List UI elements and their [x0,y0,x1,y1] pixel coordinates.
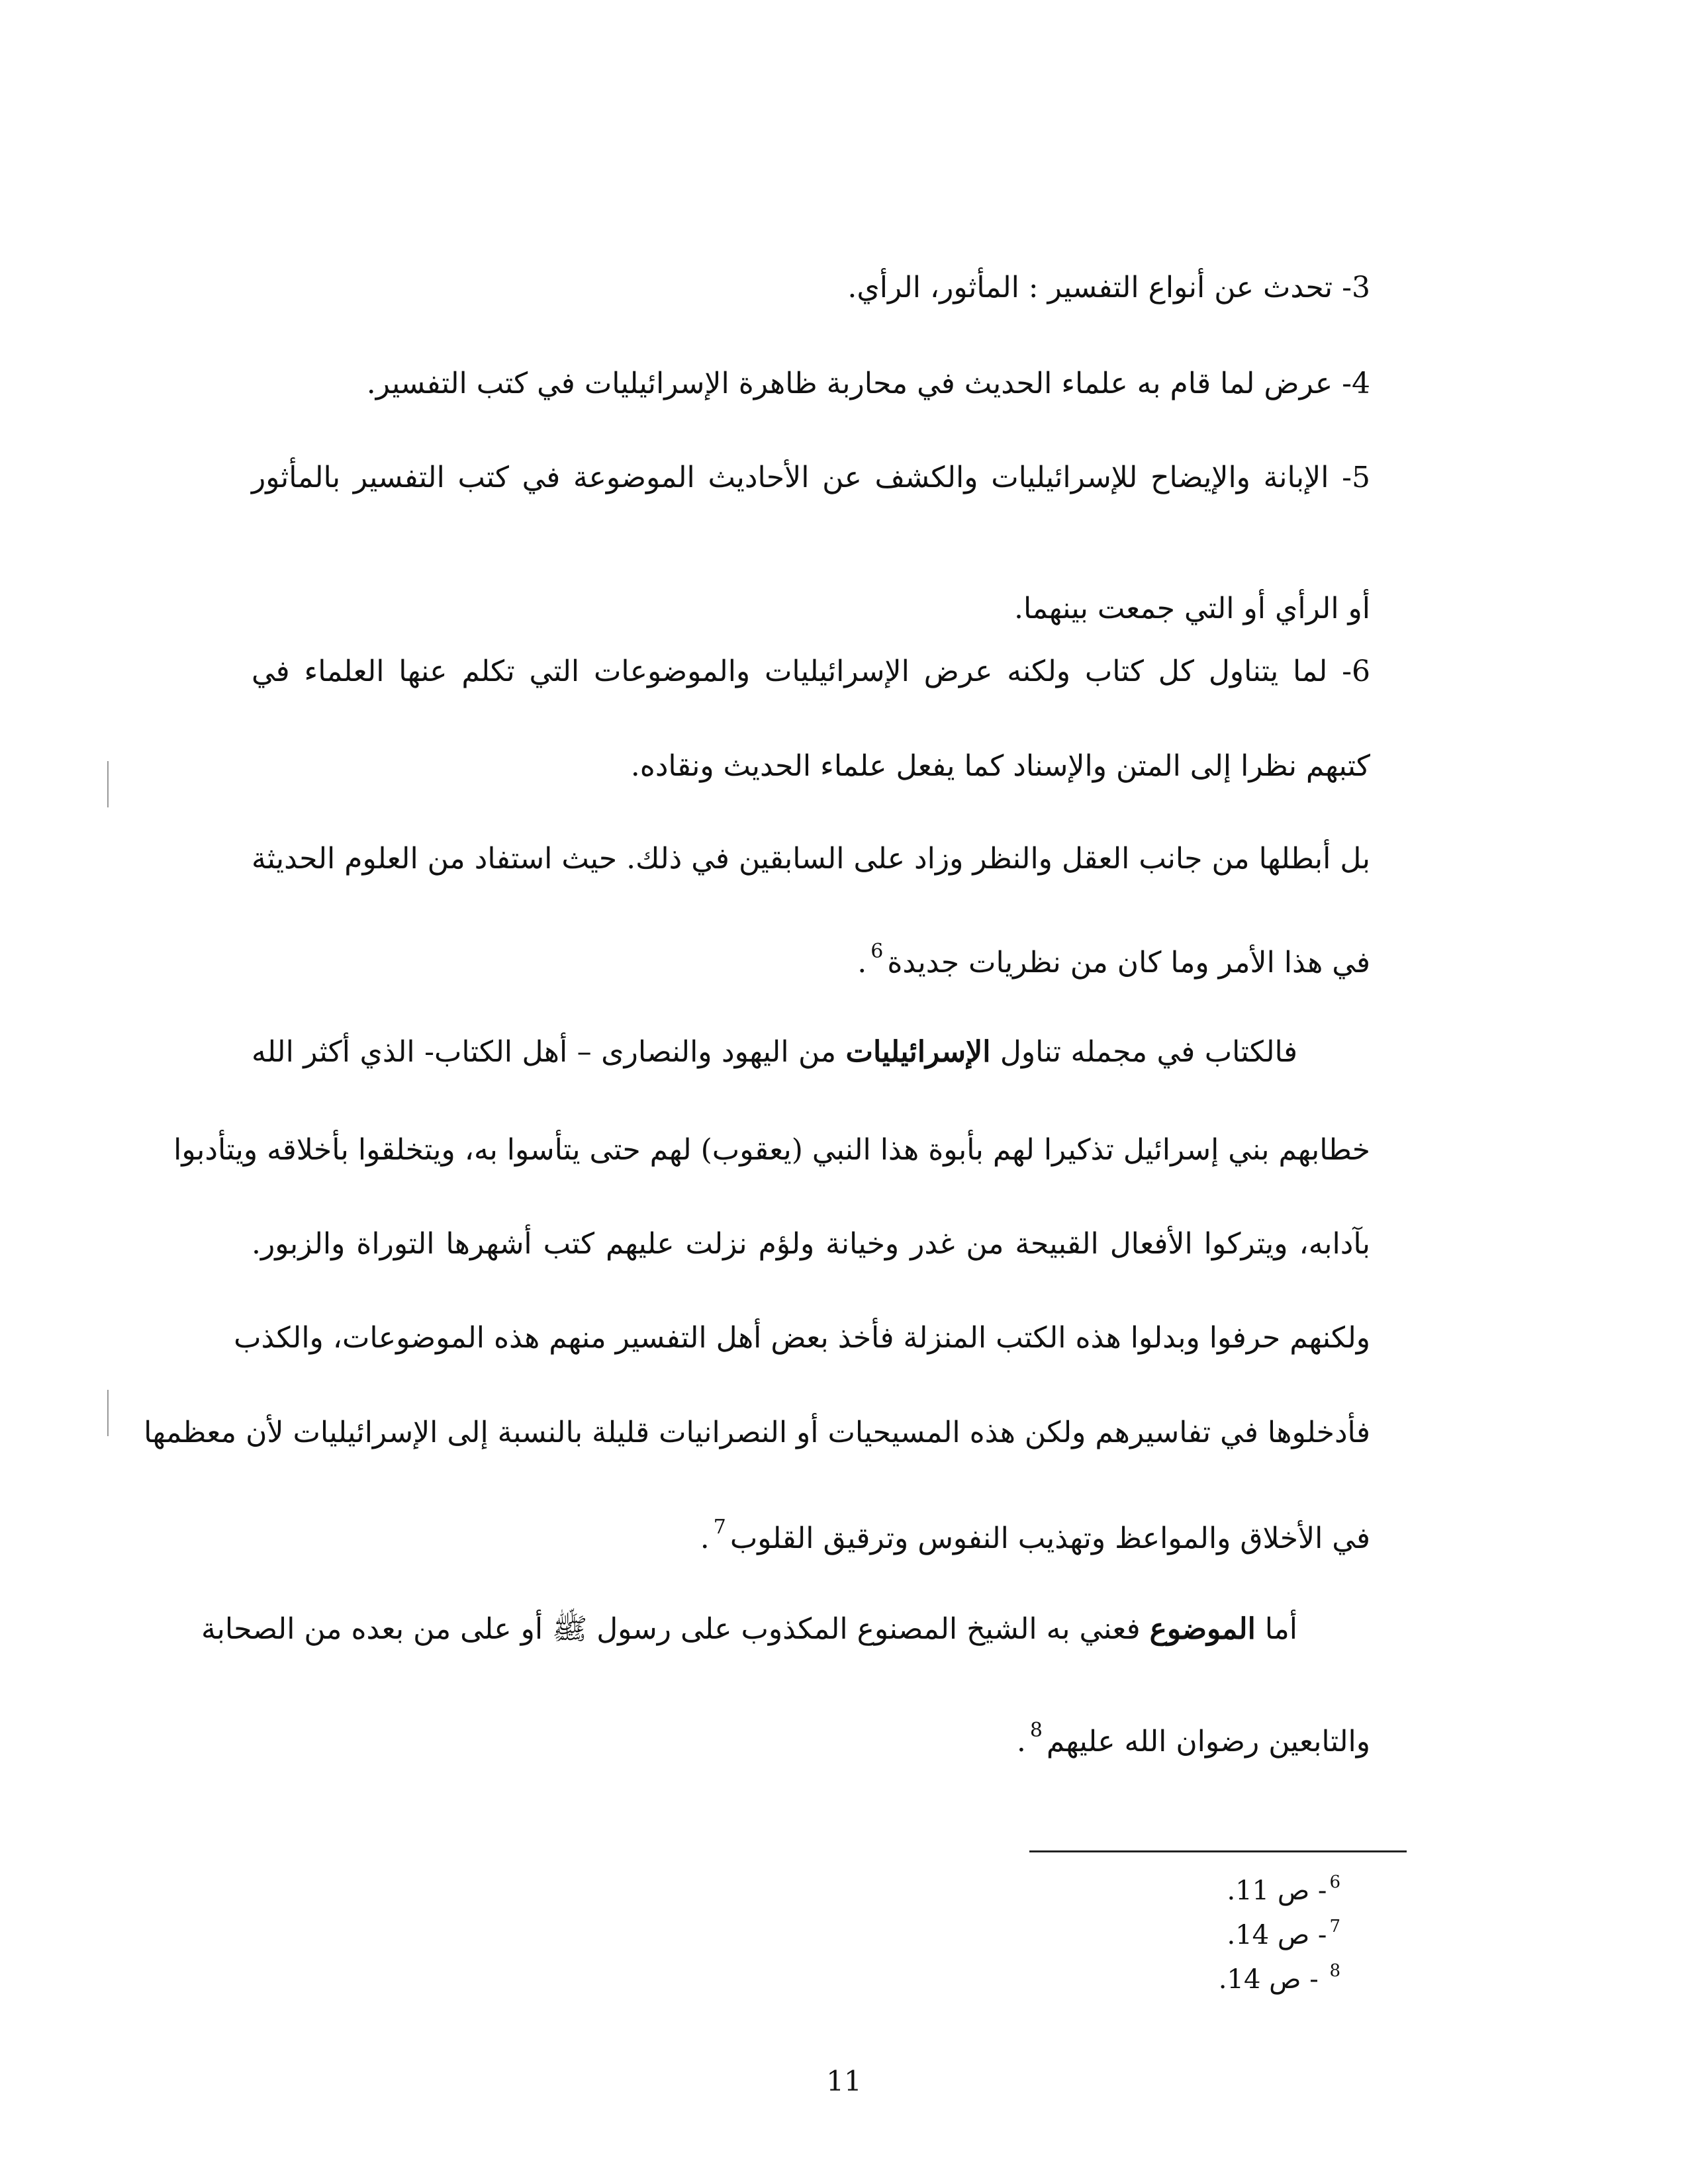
paragraph-2-line-5: فأدخلوها في تفاسيرهم ولكن هذه المسيحيات أو النصرانيات قليلة بالنسبة إلى الإسرائيليات لأن معظمها [144,1416,1370,1449]
paragraph-1-line-2: في هذا الأمر وما كان من نظريات جديدة$^6$. [857,940,1370,979]
list-item-5-line-1: 5- الإبانة والإيضاح للإسرائيليات والكشف عن الأحاديث الموضوعة في كتب التفسير بالمأثور [252,461,1370,494]
footnote-ref-7: 7 [713,1516,726,1539]
paragraph-2-line-6: في الأخلاق والمواعظ وتهذيب النفوس وترقيق القلوب$^7$. [700,1516,1370,1555]
footnote-ref-8: 8 [1029,1719,1043,1742]
footnote-ref-6: 6 [870,940,884,963]
list-item-5-line-2: أو الرأي أو التي جمعت بينهما. [1013,592,1370,625]
bold-term-mawdu: الموضوع [1149,1612,1256,1646]
list-item-6-line-1: 6- لما يتناول كل كتاب ولكنه عرض الإسرائيليات والموضوعات التي تكلم عنها العلماء في [252,655,1370,688]
paragraph-1-line-1: بل أبطلها من جانب العقل والنظر وزاد على السابقين في ذلك. حيث استفاد من العلوم الحديثة [252,842,1370,876]
page-number: 11 [826,2065,862,2097]
list-item-3: 3- تحدث عن أنواع التفسير : المأثور، الرأي. [847,271,1370,304]
footnote-8: $^8$ - ص 14. [1218,1961,1340,1995]
paragraph-2-line-4: ولكنهم حرفوا وبدلوا هذه الكتب المنزلة فأخذ بعض أهل التفسير منهم هذه الموضوعات، والكذب [234,1321,1370,1355]
paragraph-2-line-3: بآدابه، ويتركوا الأفعال القبيحة من غدر وخيانة ولؤم نزلت عليهم كتب أشهرها التوراة والزبور. [252,1227,1370,1261]
footnote-7: $^7$- ص 14. [1227,1917,1340,1950]
paragraph-3-line-2: والتابعين رضوان الله عليهم$^8$. [1016,1719,1370,1758]
bold-term-israiliyyat: الإسرائيليات [845,1035,991,1069]
paragraph-3-line-1: أما الموضوع فعني به الشيخ المصنوع المكذوب على رسول ﷺ أو على من بعده من الصحابة [201,1612,1297,1646]
footnote-6: $^6$- ص 11. [1227,1872,1340,1906]
list-item-6-line-2: كتبهم نظرا إلى المتن والإسناد كما يفعل علماء الحديث ونقاده. [630,749,1370,783]
footnote-divider [1029,1850,1407,1852]
list-item-4: 4- عرض لما قام به علماء الحديث في محاربة ظاهرة الإسرائيليات في كتب التفسير. [366,367,1370,400]
scan-artifact [107,1390,109,1436]
scan-artifact [107,761,109,807]
paragraph-2-line-1: فالكتاب في مجمله تناول الإسرائيليات من اليهود والنصارى – أهل الكتاب- الذي أكثر الله [252,1035,1297,1069]
paragraph-2-line-2: خطابهم بني إسرائيل تذكيرا لهم بأبوة هذا النبي (يعقوب) لهم حتى يتأسوا به، ويتخلقوا بأخلاقه ويتأدبوا [173,1133,1370,1167]
